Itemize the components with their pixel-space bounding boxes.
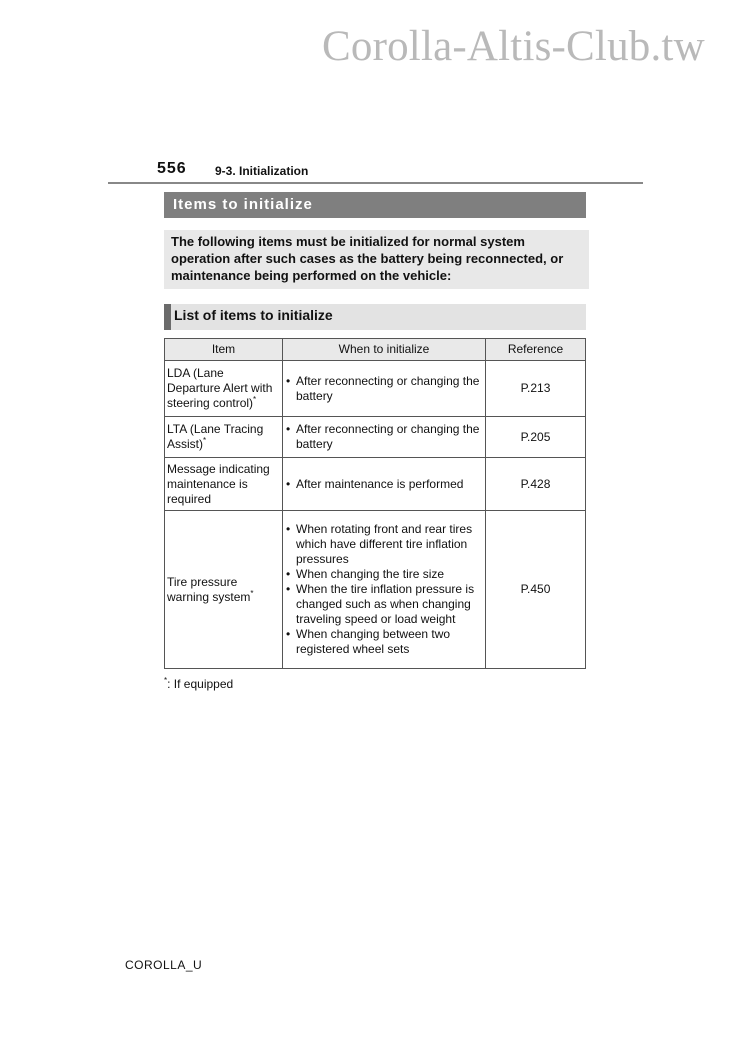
table-header-row	[165, 339, 586, 361]
item-name: LTA (Lane Tracing Assist)	[167, 422, 264, 451]
item-cell	[165, 417, 283, 458]
column-header-item: Item	[165, 339, 283, 361]
table-row	[165, 361, 586, 417]
footnote-text: : If equipped	[167, 677, 234, 691]
item-cell	[165, 511, 283, 669]
list-item: • When changing the tire size	[286, 567, 481, 582]
column-header-reference: Reference	[486, 339, 586, 361]
when-cell	[283, 511, 486, 669]
header-rule	[108, 182, 643, 184]
footnote-marker: *	[253, 395, 257, 404]
when-cell	[283, 361, 486, 417]
item-cell	[165, 458, 283, 511]
footnote-marker: *	[203, 436, 207, 445]
page-number: 556	[157, 160, 187, 177]
footnote-marker: *	[164, 676, 168, 685]
footnote-marker: *	[250, 588, 254, 598]
footnote	[164, 677, 233, 691]
list-item: • When rotating front and rear tires which have different tire inflation pressures	[286, 522, 481, 567]
reference-link[interactable]: P.213	[486, 361, 586, 417]
section-title: 9-3. Initialization	[215, 164, 309, 178]
list-item: • After reconnecting or changing the battery	[286, 374, 481, 404]
item-name: Message indicating maintenance is required	[167, 461, 270, 506]
table-row	[165, 458, 586, 511]
when-cell	[283, 417, 486, 458]
item-cell	[165, 361, 283, 417]
column-header-when: When to initialize	[283, 339, 486, 361]
list-item: • After reconnecting or changing the battery	[286, 422, 481, 452]
list-item: • When changing between two registered wheel sets	[286, 627, 481, 657]
items-to-initialize-heading: Items to initialize	[164, 192, 586, 218]
reference-link[interactable]: P.205	[486, 417, 586, 458]
item-name: LDA (Lane Departure Alert with steering control)	[167, 366, 273, 410]
table-row	[165, 417, 586, 458]
list-heading: List of items to initialize	[164, 304, 586, 330]
watermark-text: Corolla-Altis-Club.tw	[322, 23, 705, 70]
item-name: Tire pressure warning system	[167, 574, 251, 604]
reference-link[interactable]: P.450	[486, 511, 586, 669]
initialize-table	[164, 338, 586, 669]
list-item: • After maintenance is performed	[286, 477, 481, 492]
when-cell	[283, 458, 486, 511]
reference-link[interactable]: P.428	[486, 458, 586, 511]
table-row	[165, 511, 586, 669]
list-item: • When the tire inflation pressure is changed such as when changing traveling speed or load weight	[286, 582, 481, 627]
intro-paragraph: The following items must be initialized for normal system operation after such cases as the battery being reconnected, or maintenance being performed on the vehicle:	[164, 230, 589, 289]
footer-code: COROLLA_U	[125, 958, 203, 972]
